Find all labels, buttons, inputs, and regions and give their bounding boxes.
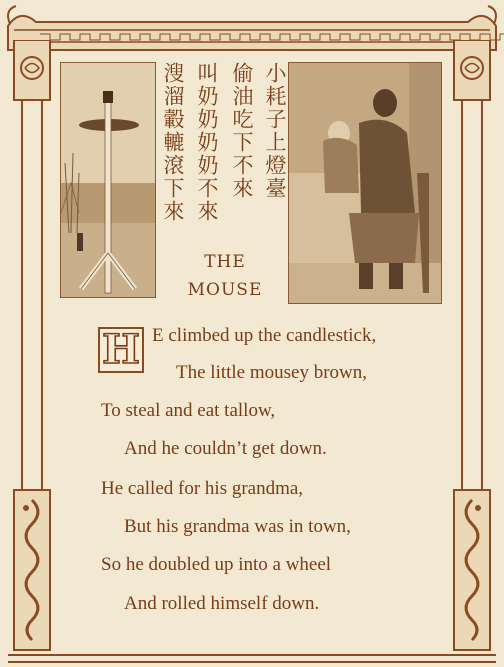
poem-line-1: E climbed up the candlestick, <box>152 325 377 346</box>
base-border <box>0 651 504 667</box>
poem-line-3: To steal and eat tallow, <box>101 400 276 421</box>
poem-line-2: The little mousey brown, <box>176 362 368 383</box>
poem-line-7: So he doubled up into a wheel <box>101 554 332 575</box>
woman-and-child-photo <box>288 62 442 304</box>
poem-line-8: And rolled himself down. <box>124 593 320 614</box>
chinese-verse-column-2: 偷油吃下不來 <box>230 62 254 200</box>
chinese-verse-column-4: 溲溜轂轆滾下來 <box>161 62 185 223</box>
right-pillar <box>452 40 492 660</box>
chinese-verse-column-1: 小耗子上燈臺 <box>263 62 287 200</box>
left-pillar <box>12 40 52 660</box>
drop-cap <box>98 327 144 373</box>
poem-line-4: And he couldn’t get down. <box>124 438 327 459</box>
chinese-verse-column-3: 叫奶奶奶奶不來 <box>195 62 219 223</box>
roof-ornament <box>0 0 504 52</box>
poem-line-6: But his grandma was in town, <box>124 516 351 537</box>
poem-line-5: He called for his grandma, <box>101 478 304 499</box>
title-line-2: MOUSE <box>187 280 263 300</box>
title-line-1: THE <box>204 252 246 272</box>
drop-cap-letter: H <box>102 326 140 373</box>
candlestick-photo <box>60 62 156 298</box>
